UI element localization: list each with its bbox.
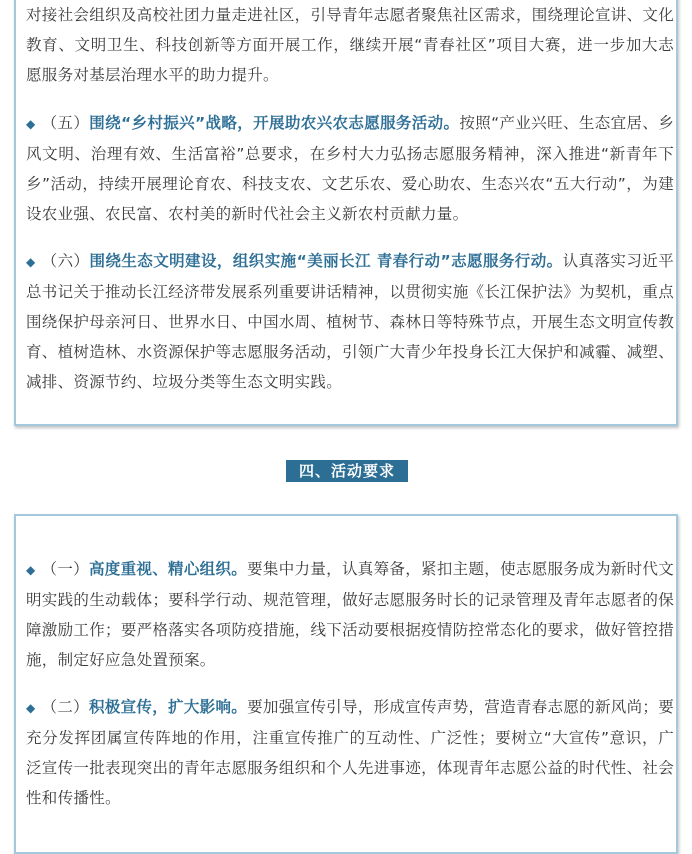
diamond-bullet-icon: ◆	[26, 117, 36, 131]
item-number: （五）	[41, 114, 90, 132]
item-heading: 围绕生态文明建设，组织实施“美丽长江 青春行动”志愿服务行动。	[89, 252, 563, 270]
content-box-top	[14, 0, 678, 426]
diamond-bullet-icon: ◆	[26, 701, 36, 715]
item-body: 要加强宣传引导，形成宣传声势，营造青春志愿的新风尚；要充分发挥团属宣传阵地的作用，注重宣传推广的互动性、广泛性；要树立“大宣传”意识，广泛宣传一批表现突出的青年志愿服务组织和个人先进事迹，体现青年志愿公益的时代性、社会性和传播性。	[26, 698, 674, 807]
item-body: 要集中力量，认真筹备，紧扣主题，使志愿服务成为新时代文明实践的生动载体；要科学行动、规范管理，做好志愿服务时长的记录管理及青年志愿者的保障激励工作；要严格落实各项防疫措施，线下活动要根据疫情防控常态化的要求，做好管控措施，制定好应急处置预案。	[26, 560, 674, 669]
diamond-bullet-icon: ◆	[26, 255, 36, 269]
item-number: （一）	[41, 560, 89, 578]
diamond-bullet-icon: ◆	[26, 563, 36, 577]
item-paragraph-5	[26, 108, 674, 229]
content-box-bottom	[14, 514, 678, 854]
section-title: 四、活动要求	[286, 460, 408, 482]
item-paragraph-1	[26, 554, 674, 675]
item-heading: 积极宣传，扩大影响。	[88, 698, 248, 716]
item-body: 按照“产业兴旺、生态宜居、乡风文明、治理有效、生活富裕”总要求，在乡村大力弘扬志愿服务精神，深入推进“新青年下乡”活动，持续开展理论育农、科技支农、文艺乐农、爱心助农、生态兴农“五大行动”，为建设农业强、农民富、农村美的新时代社会主义新农村贡献力量。	[26, 114, 675, 223]
item-paragraph-6	[26, 246, 674, 397]
intro-paragraph	[26, 0, 674, 90]
item-body: 认真落实习近平总书记关于推动长江经济带发展系列重要讲话精神，以贯彻实施《长江保护法》为契机，重点围绕保护母亲河日、世界水日、中国水周、植树节、森林日等特殊节点，开展生态文明宣传教育、植树造林、水资源保护等志愿服务活动，引领广大青少年投身长江大保护和减霾、减塑、减排、资源节约、垃圾分类等生态文明实践。	[26, 252, 674, 391]
intro-text: 对接社会组织及高校社团力量走进社区，引导青年志愿者聚焦社区需求，围绕理论宣讲、文化教育、文明卫生、科技创新等方面开展工作，继续开展“青春社区”项目大赛，进一步加大志愿服务对基层治理水平的助力提升。	[26, 6, 674, 84]
item-number: （六）	[41, 252, 90, 270]
item-heading: 围绕“乡村振兴”战略，开展助农兴农志愿服务活动。	[89, 114, 460, 132]
item-paragraph-2	[26, 692, 674, 813]
item-heading: 高度重视、精心组织。	[88, 560, 248, 578]
item-number: （二）	[41, 698, 89, 716]
